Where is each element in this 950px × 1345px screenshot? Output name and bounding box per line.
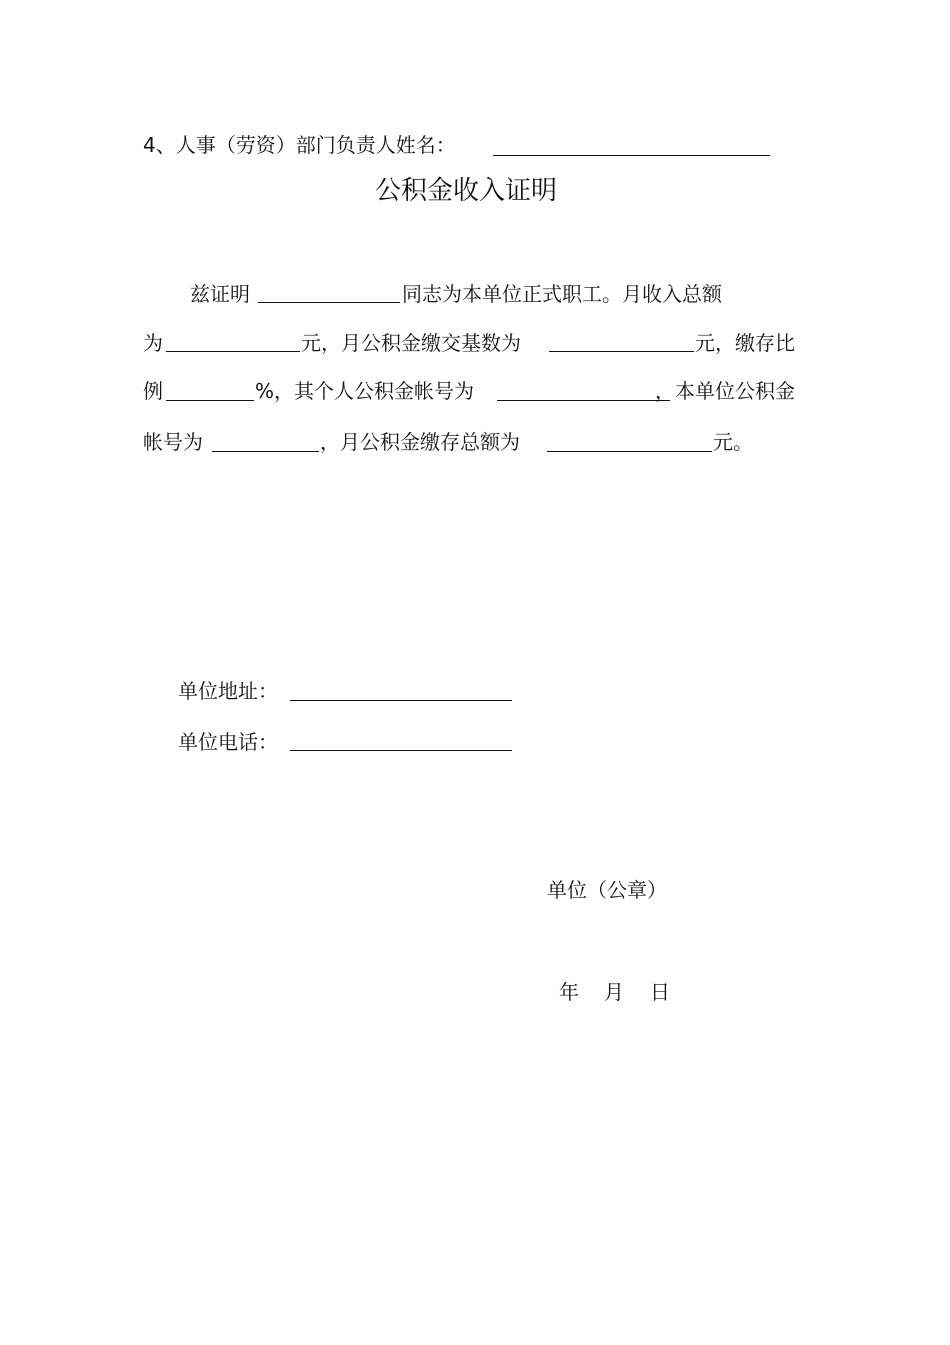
body-p4-mid: ，月公积金缴存总额为 [320,430,520,454]
hr-manager-name-blank[interactable] [493,155,770,156]
contribution-base-blank[interactable] [549,351,694,352]
body-p2-end: 元，缴存比 [695,331,795,355]
body-p2-mid: 元，月公积金缴交基数为 [301,331,521,355]
monthly-income-blank[interactable] [166,351,300,352]
monthly-total-blank[interactable] [547,451,712,452]
hr-manager-label: 4、人事（劳资）部门负责人姓名： [143,133,456,157]
date-day: 日 [650,980,670,1004]
body-p1-mid: 同志为本单位正式职工。月收入总额 [402,282,722,306]
unit-phone-label: 单位电话： [178,730,278,754]
contribution-rate-blank[interactable] [166,400,254,401]
employee-name-blank[interactable] [258,302,400,303]
unit-phone-blank[interactable] [290,750,512,751]
date-month: 月 [604,980,624,1004]
body-p2-start: 为 [143,331,163,355]
body-p4-start: 帐号为 [143,430,203,454]
unit-seal-label: 单位（公章） [547,878,667,902]
personal-account-blank[interactable] [497,400,670,401]
body-p4-end: 元。 [713,430,753,454]
unit-address-blank[interactable] [290,700,512,701]
body-p3-pct: %，其个人公积金帐号为 [255,379,475,403]
page-title: 公积金收入证明 [375,176,558,206]
body-p1-start: 兹证明 [190,282,250,306]
body-p3-end: ，本单位公积金 [655,379,795,403]
body-p3-start: 例 [143,379,163,403]
date-year: 年 [559,980,579,1004]
unit-account-blank[interactable] [212,451,319,452]
unit-address-label: 单位地址： [178,679,278,703]
